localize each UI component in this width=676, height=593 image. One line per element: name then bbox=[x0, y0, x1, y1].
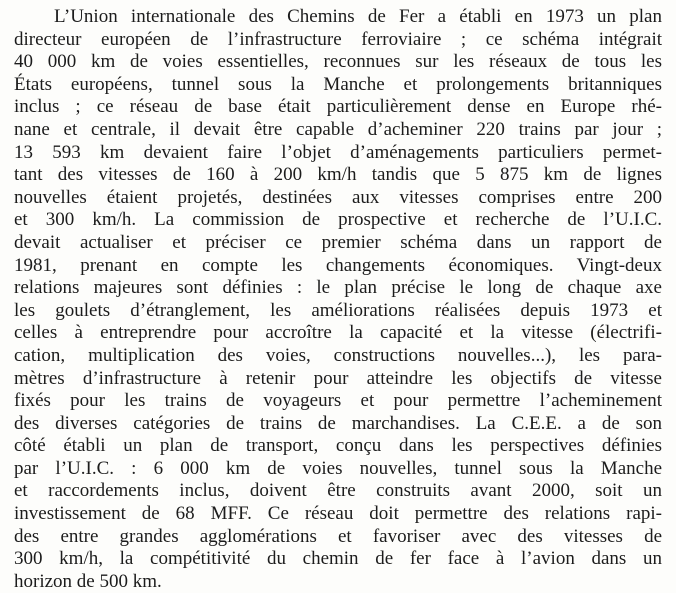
text-line: par l’U.I.C. : 6 000 km de voies nouvelles, tunnel sous la Manche bbox=[14, 457, 662, 479]
text-line: nouvelles étaient projetés, destinées aux vitesses comprises entre 200 bbox=[14, 186, 662, 208]
text-line: nane et centrale, il devait être capable d’acheminer 220 trains par jour ; bbox=[14, 118, 662, 140]
text-line: tant des vitesses de 160 à 200 km/h tandis que 5 875 km de lignes bbox=[14, 164, 662, 186]
text-line: 13 593 km devaient faire l’objet d’aménagements particuliers permet- bbox=[14, 141, 662, 163]
text-line: mètres d’infrastructure à retenir pour atteindre les objectifs de vitesse bbox=[14, 367, 662, 389]
text-line: horizon de 500 km. bbox=[14, 570, 162, 592]
text-line: 300 km/h, la compétitivité du chemin de fer face à l’avion dans un bbox=[14, 548, 662, 570]
text-line: les goulets d’étranglement, les améliorations réalisées depuis 1973 et bbox=[14, 299, 662, 321]
text-line: et 300 km/h. La commission de prospective et recherche de l’U.I.C. bbox=[14, 209, 662, 231]
text-line: investissement de 68 MFF. Ce réseau doit permettre des relations rapi- bbox=[14, 503, 662, 525]
text-line: inclus ; ce réseau de base était particulièrement dense en Europe rhé- bbox=[14, 96, 662, 118]
text-line: 1981, prenant en compte les changements économiques. Vingt-deux bbox=[14, 254, 662, 276]
text-line: celles à entreprendre pour accroître la capacité et la vitesse (électrifi- bbox=[14, 322, 662, 344]
text-line: relations majeures sont définies : le plan précise le long de chaque axe bbox=[14, 277, 662, 299]
body-paragraph bbox=[14, 6, 662, 593]
text-line: et raccordements inclus, doivent être construits avant 2000, soit un bbox=[14, 480, 662, 502]
text-line: des diverses catégories de trains de marchandises. La C.E.E. a de son bbox=[14, 412, 662, 434]
text-line: États européens, tunnel sous la Manche et prolongements britanniques bbox=[14, 73, 662, 95]
text-line: fixés pour les trains de voyageurs et pour permettre l’acheminement bbox=[14, 390, 662, 412]
text-line: directeur européen de l’infrastructure ferroviaire ; ce schéma intégrait bbox=[14, 28, 662, 50]
text-line: cation, multiplication des voies, constructions nouvelles...), les para- bbox=[14, 344, 662, 366]
text-line: des entre grandes agglomérations et favoriser avec des vitesses de bbox=[14, 525, 662, 547]
text-line: 40 000 km de voies essentielles, reconnues sur les réseaux de tous les bbox=[14, 51, 662, 73]
text-line: côté établi un plan de transport, conçu dans les perspectives définies bbox=[14, 435, 662, 457]
text-line: L’Union internationale des Chemins de Fer a établi en 1973 un plan bbox=[54, 6, 662, 27]
text-line: devait actualiser et préciser ce premier schéma dans un rapport de bbox=[14, 231, 662, 253]
